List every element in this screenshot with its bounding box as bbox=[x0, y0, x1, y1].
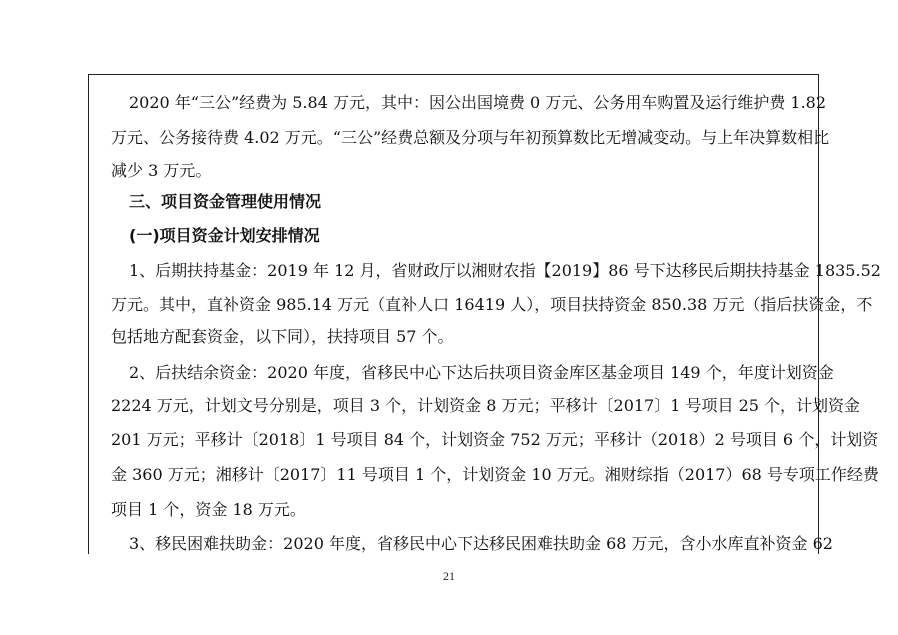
paragraph-2-line-5: 项目 1 个，资金 18 万元。 bbox=[111, 500, 306, 519]
paragraph-sangong-line-2: 万元、公务接待费 4.02 万元。“三公”经费总额及分项与年初预算数比无增减变动。与上年决算数相比 bbox=[111, 128, 830, 147]
paragraph-2-line-1: 2、后扶结余资金：2020 年度，省移民中心下达后扶项目资金库区基金项目 149 个，年度计划资金 bbox=[129, 363, 834, 382]
paragraph-2-line-4: 金 360 万元；湘移计〔2017〕11 号项目 1 个，计划资金 10 万元。湘财综指（2017）68 号专项工作经费 bbox=[111, 465, 879, 484]
paragraph-sangong-line-3: 减少 3 万元。 bbox=[111, 161, 212, 180]
section-heading-3: 三、项目资金管理使用情况 bbox=[129, 192, 322, 211]
document-frame bbox=[88, 74, 881, 554]
paragraph-1-line-2: 万元。其中，直补资金 985.14 万元（直补人口 16419 人），项目扶持资金 850.38 万元（指后扶资金，不 bbox=[111, 295, 873, 314]
subsection-heading-1: (一)项目资金计划安排情况 bbox=[129, 226, 320, 245]
paragraph-2-line-2: 2224 万元，计划文号分别是，项目 3 个，计划资金 8 万元；平移计〔2017〕1 号项目 25 个，计划资金 bbox=[111, 396, 861, 415]
paragraph-1-line-3: 包括地方配套资金，以下同），扶持项目 57 个。 bbox=[111, 327, 454, 346]
paragraph-sangong-line-1: 2020 年“三公”经费为 5.84 万元，其中：因公出国境费 0 万元、公务用车购置及运行维护费 1.82 bbox=[129, 93, 827, 112]
paragraph-3-line-1: 3、移民困难扶助金：2020 年度，省移民中心下达移民困难扶助金 68 万元，含小水库直补资金 62 bbox=[129, 534, 833, 553]
paragraph-2-line-3: 201 万元；平移计〔2018〕1 号项目 84 个，计划资金 752 万元；平移计（2018）2 号项目 6 个，计划资 bbox=[111, 430, 879, 449]
page-number: 21 bbox=[443, 569, 455, 583]
paragraph-1-line-1: 1、后期扶持基金：2019 年 12 月，省财政厅以湘财农指【2019】86 号下达移民后期扶持基金 1835.52 bbox=[129, 261, 881, 280]
